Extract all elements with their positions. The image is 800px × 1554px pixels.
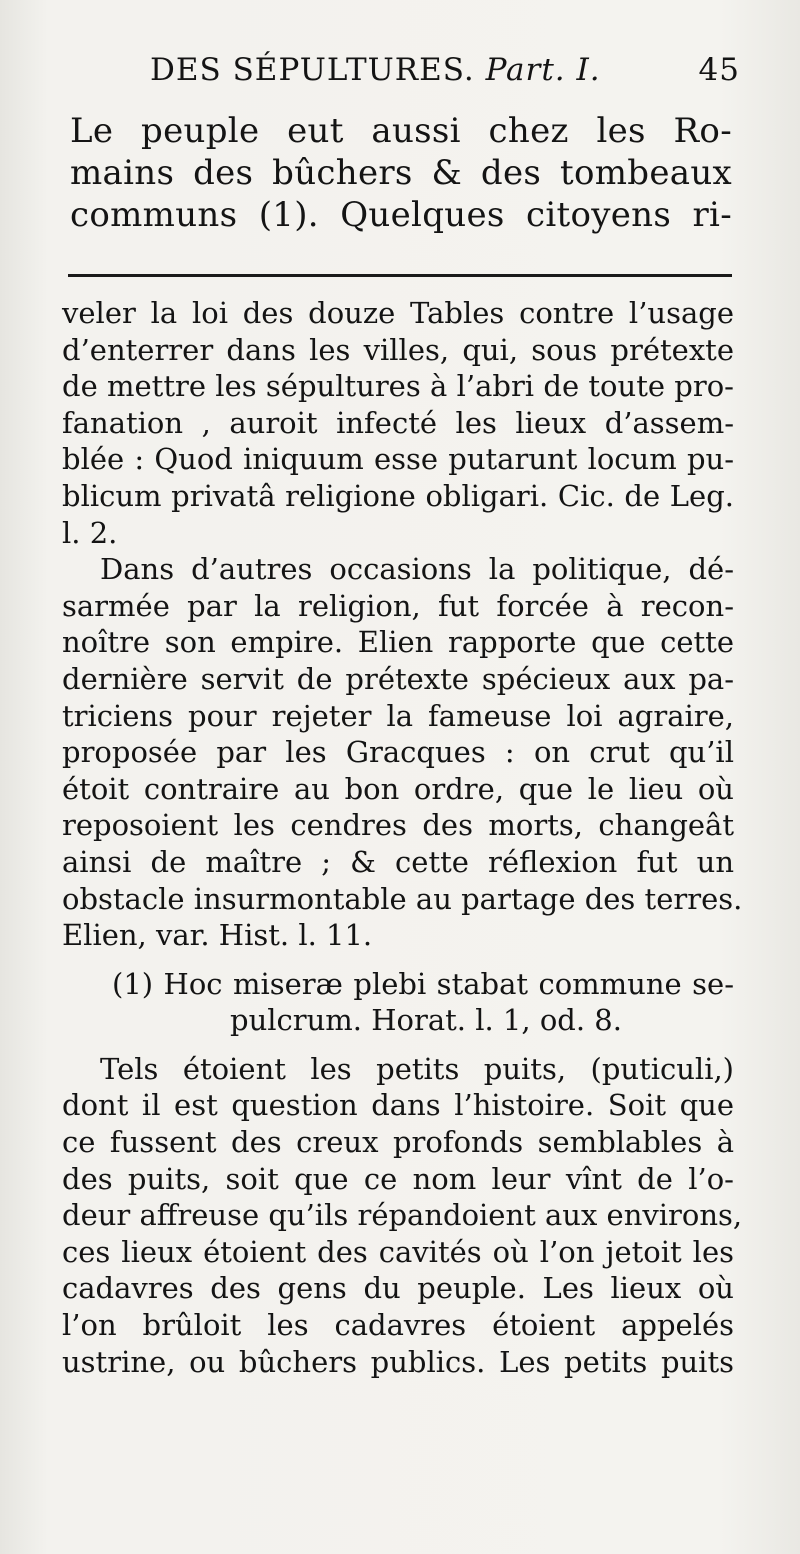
note-line: l. 2.: [62, 515, 118, 550]
page-number: 45: [698, 52, 740, 88]
main-line: communs (1). Quelques citoyens ri-: [70, 195, 732, 235]
note-line: sarmée par la religion, fut forcée à recon-: [62, 588, 734, 623]
note-line: cadavres des gens du peuple. Les lieux où: [62, 1271, 734, 1306]
note-line: d’enterrer dans les villes, qui, sous prétexte: [62, 332, 734, 367]
note-line: étoit contraire au bon ordre, que le lieu où: [62, 771, 734, 806]
main-line: Le peuple eut aussi chez les Ro-: [70, 111, 732, 151]
running-title: DES SÉPULTURES.: [150, 52, 475, 88]
note-line: ce fussent des creux profonds semblables à: [62, 1125, 734, 1160]
note-line: Dans d’autres occasions la politique, dé-: [100, 552, 734, 587]
note-line: deur affreuse qu’ils répandoient aux environs,: [62, 1198, 743, 1233]
note-line: dernière servit de prétexte spécieux aux pa-: [62, 661, 734, 696]
note-line: proposée par les Gracques : on crut qu’il: [62, 735, 734, 770]
notes-area: [62, 295, 743, 1380]
note-line: obstacle insurmontable au partage des terres.: [62, 881, 743, 916]
note-line: ustrine, ou bûchers publics. Les petits puits: [62, 1344, 734, 1379]
footnote-line: pulcrum. Horat. l. 1, od. 8.: [230, 1003, 622, 1038]
note-line: noître son empire. Elien rapporte que cette: [62, 625, 734, 660]
note-line: des puits, soit que ce nom leur vînt de l’o-: [62, 1161, 734, 1196]
running-part: Part. I.: [485, 52, 601, 88]
note-line: veler la loi des douze Tables contre l’usage: [62, 296, 734, 330]
running-head: [150, 52, 740, 88]
note-line: Elien, var. Hist. l. 11.: [62, 918, 373, 953]
note-line: l’on brûloit les cadavres étoient appelés: [62, 1308, 734, 1343]
main-line: mains des bûchers & des tombeaux: [70, 153, 732, 193]
note-line: de mettre les sépultures à l’abri de toute pro-: [62, 369, 734, 404]
main-text: [70, 110, 732, 236]
note-line: dont il est question dans l’histoire. Soit que: [62, 1088, 734, 1123]
footnote-line: (1) Hoc miseræ plebi stabat commune se-: [112, 966, 734, 1001]
note-line: ainsi de maître ; & cette réflexion fut un: [62, 844, 734, 879]
note-line: blicum privatâ religione obligari. Cic. de Leg.: [62, 478, 734, 513]
note-line: reposoient les cendres des morts, changeât: [62, 808, 734, 843]
note-line: fanation , auroit infecté les lieux d’assem-: [62, 405, 734, 440]
note-line: Tels étoient les petits puits, (puticuli,): [100, 1051, 734, 1086]
note-line: blée : Quod iniquum esse putarunt locum pu-: [62, 442, 734, 477]
note-line: triciens pour rejeter la fameuse loi agraire,: [62, 698, 734, 733]
note-line: ces lieux étoient des cavités où l’on jetoit les: [62, 1234, 734, 1269]
footnote-rule: [68, 274, 732, 277]
